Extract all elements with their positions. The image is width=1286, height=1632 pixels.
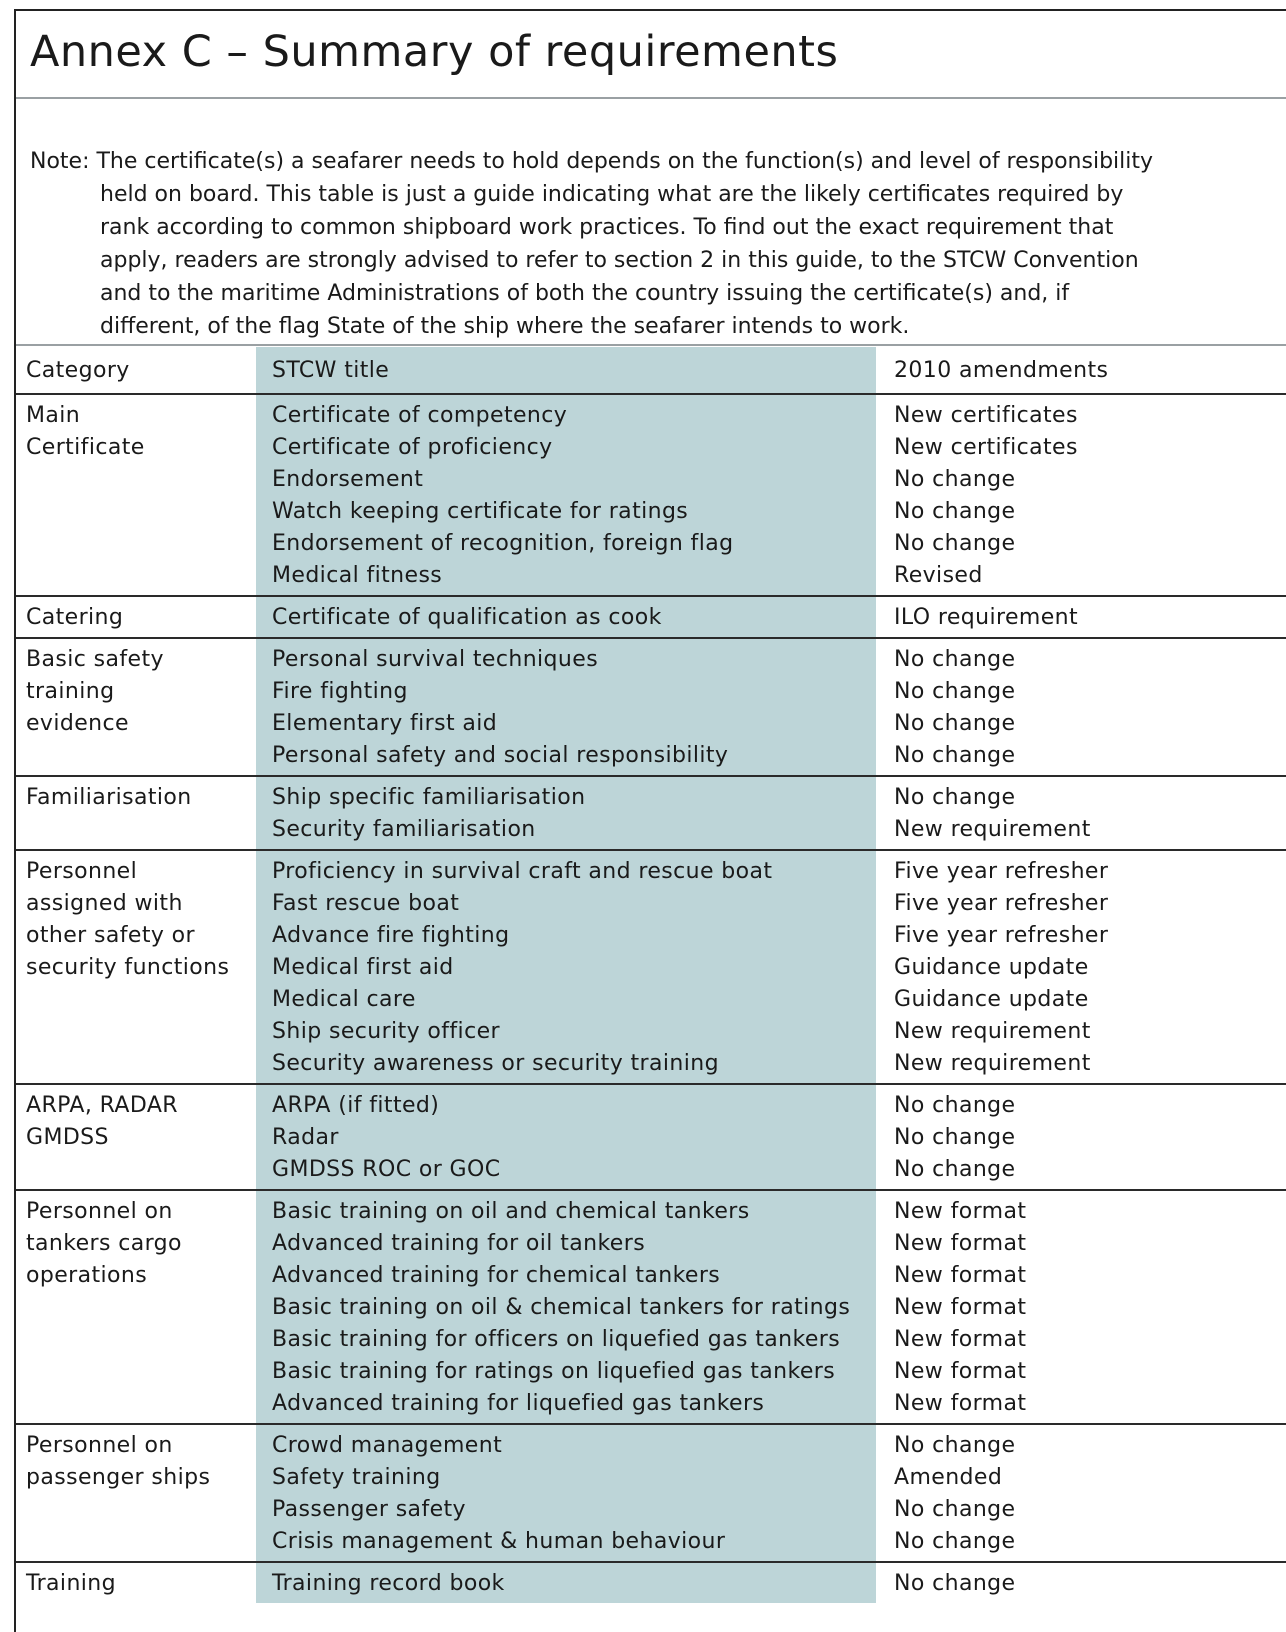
amendment-status: No change [894, 1497, 1016, 1522]
stcw-title: Advanced training for oil tankers [272, 1231, 646, 1256]
category-line: Personnel [26, 859, 138, 884]
amendment-status: No change [894, 1093, 1016, 1118]
table-row [16, 638, 1286, 776]
stcw-title: Certificate of proficiency [272, 435, 553, 460]
category-cell [16, 850, 256, 1084]
category-cell [16, 638, 256, 776]
stcw-title: Advance fire fighting [272, 923, 510, 948]
category-line: Training [26, 1571, 117, 1596]
category-line: Basic safety [26, 647, 164, 672]
amendment-cell [876, 596, 1286, 638]
stcw-title: Crowd management [272, 1433, 503, 1458]
category-cell [16, 1562, 256, 1603]
category-line: ARPA, RADAR [26, 1093, 178, 1118]
category-line: assigned with [26, 891, 183, 916]
amendment-status: New certificates [894, 435, 1078, 460]
stcw-title: Personal survival techniques [272, 647, 599, 672]
category-line: training [26, 679, 115, 704]
stcw-title: Basic training on oil & chemical tankers for ratings [272, 1295, 851, 1320]
amendment-status: New certificates [894, 403, 1078, 428]
amendment-status: New requirement [894, 1051, 1091, 1076]
stcw-title: Personal safety and social responsibility [272, 743, 729, 768]
amendment-cell [876, 776, 1286, 850]
category-line: security functions [26, 955, 230, 980]
amendment-status: No change [894, 467, 1016, 492]
category-cell [16, 596, 256, 638]
requirements-table [16, 347, 1286, 1603]
amendment-status: New format [894, 1391, 1027, 1416]
stcw-title: Advanced training for chemical tankers [272, 1263, 721, 1288]
stcw-title: Endorsement [272, 467, 424, 492]
amendment-status: No change [894, 785, 1016, 810]
table-row [16, 850, 1286, 1084]
table-row [16, 1562, 1286, 1603]
amendment-cell [876, 850, 1286, 1084]
note-divider [16, 344, 1286, 346]
category-line: tankers cargo [26, 1231, 182, 1256]
table-row [16, 1190, 1286, 1424]
stcw-title: Ship security officer [272, 1019, 500, 1044]
stcw-title: Basic training on oil and chemical tankers [272, 1199, 750, 1224]
category-cell [16, 1424, 256, 1562]
page-title: Annex C – Summary of requirements [30, 27, 839, 77]
stcw-title: Training record book [272, 1571, 505, 1596]
amendment-status: Five year refresher [894, 891, 1109, 916]
stcw-title: Medical care [272, 987, 416, 1012]
stcw-title-cell [256, 776, 876, 850]
category-line: Personnel on [26, 1199, 173, 1224]
stcw-title: Basic training for ratings on liquefied gas tankers [272, 1359, 836, 1384]
stcw-title: Basic training for officers on liquefied gas tankers [272, 1327, 841, 1352]
category-line: Certificate [26, 435, 145, 460]
amendment-cell [876, 394, 1286, 596]
table-row [16, 394, 1286, 596]
stcw-title: Elementary first aid [272, 711, 498, 736]
stcw-title: Certificate of competency [272, 403, 568, 428]
amendment-cell [876, 638, 1286, 776]
amendment-cell [876, 1084, 1286, 1190]
amendment-status: No change [894, 743, 1016, 768]
stcw-title-cell [256, 394, 876, 596]
table-row [16, 776, 1286, 850]
amendment-status: Guidance update [894, 987, 1089, 1012]
amendment-cell [876, 1562, 1286, 1603]
category-line: Familiarisation [26, 785, 192, 810]
category-cell [16, 776, 256, 850]
stcw-title: Endorsement of recognition, foreign flag [272, 531, 734, 556]
category-line: other safety or [26, 923, 195, 948]
stcw-title: Medical first aid [272, 955, 454, 980]
table-row [16, 596, 1286, 638]
amendment-status: No change [894, 1125, 1016, 1150]
amendment-status: New format [894, 1359, 1027, 1384]
stcw-title-cell [256, 1190, 876, 1424]
stcw-title: Security familiarisation [272, 817, 536, 842]
table-row [16, 1424, 1286, 1562]
stcw-title-cell [256, 596, 876, 638]
table-header [16, 347, 1286, 394]
amendment-status: Five year refresher [894, 859, 1109, 884]
amendment-status: Guidance update [894, 955, 1089, 980]
document-frame [14, 9, 1286, 1632]
amendment-status: New format [894, 1199, 1027, 1224]
header-amendments: 2010 amendments [894, 358, 1109, 383]
header-category: Category [26, 358, 130, 383]
amendment-cell [876, 1424, 1286, 1562]
amendment-status: New requirement [894, 1019, 1091, 1044]
amendment-status: No change [894, 499, 1016, 524]
amendment-status: No change [894, 1433, 1016, 1458]
category-cell [16, 394, 256, 596]
stcw-title: Passenger safety [272, 1497, 466, 1522]
amendment-status: New format [894, 1295, 1027, 1320]
category-line: passenger ships [26, 1465, 211, 1490]
category-cell [16, 1190, 256, 1424]
category-line: GMDSS [26, 1125, 109, 1150]
stcw-title: Medical fitness [272, 563, 443, 588]
stcw-title-cell [256, 638, 876, 776]
stcw-title-cell [256, 1562, 876, 1603]
header-stcw-title: STCW title [256, 347, 876, 394]
stcw-title: ARPA (if fitted) [272, 1093, 440, 1118]
amendment-cell [876, 1190, 1286, 1424]
amendment-status: Revised [894, 563, 983, 588]
stcw-title: Certificate of qualification as cook [272, 605, 662, 630]
amendment-status: New requirement [894, 817, 1091, 842]
header-row [16, 347, 1286, 394]
stcw-title: Watch keeping certificate for ratings [272, 499, 689, 524]
category-line: operations [26, 1263, 148, 1288]
stcw-title: Security awareness or security training [272, 1051, 719, 1076]
table-row [16, 1084, 1286, 1190]
amendment-status: New format [894, 1327, 1027, 1352]
category-line: Catering [26, 605, 124, 630]
amendment-status: No change [894, 679, 1016, 704]
amendment-status: New format [894, 1231, 1027, 1256]
stcw-title-cell [256, 850, 876, 1084]
note-paragraph: Note: The certificate(s) a seafarer needs to hold depends on the function(s) and level of responsibility held on board. This table is just a guide indicating what are the likely certificates required by rank according to common shipboard work practices. To find out the exact requirement that apply, readers are strongly advised to refer to section 2 in this guide, to the STCW Convention and to the maritime Administrations of both the country issuing the certificate(s) and, if different, of the flag State of the ship where the seafarer intends to work. [30, 149, 1154, 339]
amendment-status: ILO requirement [894, 605, 1079, 630]
category-cell [16, 1084, 256, 1190]
amendment-status: No change [894, 1571, 1016, 1596]
stcw-title: Crisis management & human behaviour [272, 1529, 726, 1554]
title-divider [16, 97, 1286, 99]
stcw-title: Fast rescue boat [272, 891, 460, 916]
category-line: Personnel on [26, 1433, 173, 1458]
amendment-status: No change [894, 531, 1016, 556]
category-line: evidence [26, 711, 129, 736]
amendment-status: No change [894, 1157, 1016, 1182]
amendment-status: No change [894, 1529, 1016, 1554]
amendment-status: Amended [894, 1465, 1003, 1490]
stcw-title-cell [256, 1424, 876, 1562]
amendment-status: No change [894, 711, 1016, 736]
category-line: Main [26, 403, 81, 428]
stcw-title: Safety training [272, 1465, 441, 1490]
stcw-title-cell [256, 1084, 876, 1190]
stcw-title: Radar [272, 1125, 339, 1150]
stcw-title: GMDSS ROC or GOC [272, 1157, 501, 1182]
stcw-title: Fire fighting [272, 679, 408, 704]
stcw-title: Ship specific familiarisation [272, 785, 586, 810]
amendment-status: No change [894, 647, 1016, 672]
table-body [16, 394, 1286, 1603]
amendment-status: New format [894, 1263, 1027, 1288]
amendment-status: Five year refresher [894, 923, 1109, 948]
stcw-title: Proficiency in survival craft and rescue boat [272, 859, 773, 884]
stcw-title: Advanced training for liquefied gas tankers [272, 1391, 765, 1416]
